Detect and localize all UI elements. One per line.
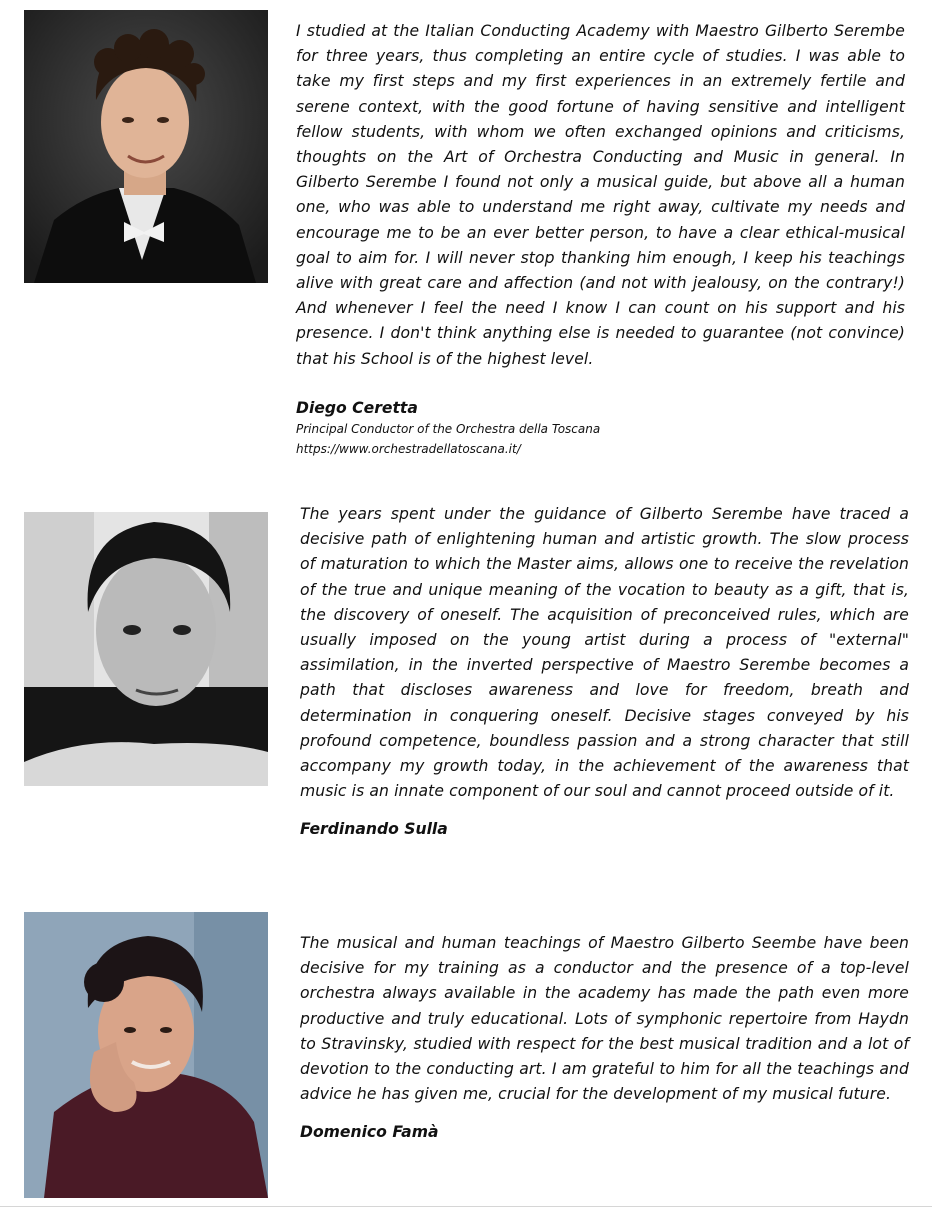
portrait-photo-diego-ceretta	[24, 10, 268, 283]
author-name: Ferdinando Sulla	[300, 820, 448, 839]
testimonial-quote: I studied at the Italian Conducting Academy with Maestro Gilberto Serembe for three years, thus completing an entire cycle of studies. I was able to take my first steps and my first experiences in an extremely fertile and serene context, with the good fortune of having sensitive and intelligent fellow students, with whom we often exchanged opinions and criticisms, thoughts on the Art of Orchestra Conducting and Music in general. In Gilberto Serembe I found not only a musical guide, but above all a human one, who was able to understand me right away, cultivate my needs and encourage me to be an ever better person, to have a clear ethical-musical goal to aim for. I will never stop thanking him enough, I keep his teachings alive with great care and affection (and not with jealousy, on the contrary!) And whenever I feel the need I know I can count on his support and his presence. I don't think anything else is needed to guarantee (not convince) that his School is of the highest level.	[296, 22, 905, 368]
page-bottom-divider	[0, 1206, 932, 1207]
author-name: Domenico Famà	[300, 1123, 439, 1142]
author-website-link[interactable]: https://www.orchestradellatoscana.it/	[296, 441, 521, 456]
testimonial-ferdinando-sulla	[300, 502, 909, 840]
testimonial-domenico-fama	[300, 931, 909, 1143]
testimonial-diego-ceretta	[296, 19, 905, 459]
testimonial-quote: The musical and human teachings of Maestro Gilberto Seembe have been decisive for my training as a conductor and the presence of a top-level orchestra always available in the academy has made the path even more productive and truly educational. Lots of symphonic repertoire from Haydn to Stravinsky, studied with respect for the best musical tradition and a lot of devotion to the conducting art. I am grateful to him for all the teachings and advice he has given me, crucial for the development of my musical future.	[300, 934, 909, 1104]
author-role: Principal Conductor of the Orchestra della Toscana	[296, 421, 601, 436]
portrait-photo-ferdinando-sulla	[24, 512, 268, 786]
testimonial-quote: The years spent under the guidance of Gilberto Serembe have traced a decisive path of enlightening human and artistic growth. The slow process of maturation to which the Master aims, allows one to receive the revelation of the true and unique meaning of the vocation to beauty as a gift, that is, the discovery of oneself. The acquisition of preconceived rules, which are usually imposed on the young artist during a process of "external" assimilation, in the inverted perspective of Maestro Serembe becomes a path that discloses awareness and love for freedom, breath and determination in conquering oneself. Decisive stages conveyed by his profound competence, boundless passion and a strong character that still accompany my growth today, in the achievement of the awareness that music is an innate component of our soul and cannot proceed outside of it.	[300, 505, 909, 801]
author-name: Diego Ceretta	[296, 398, 418, 417]
portrait-photo-domenico-fama	[24, 912, 268, 1198]
